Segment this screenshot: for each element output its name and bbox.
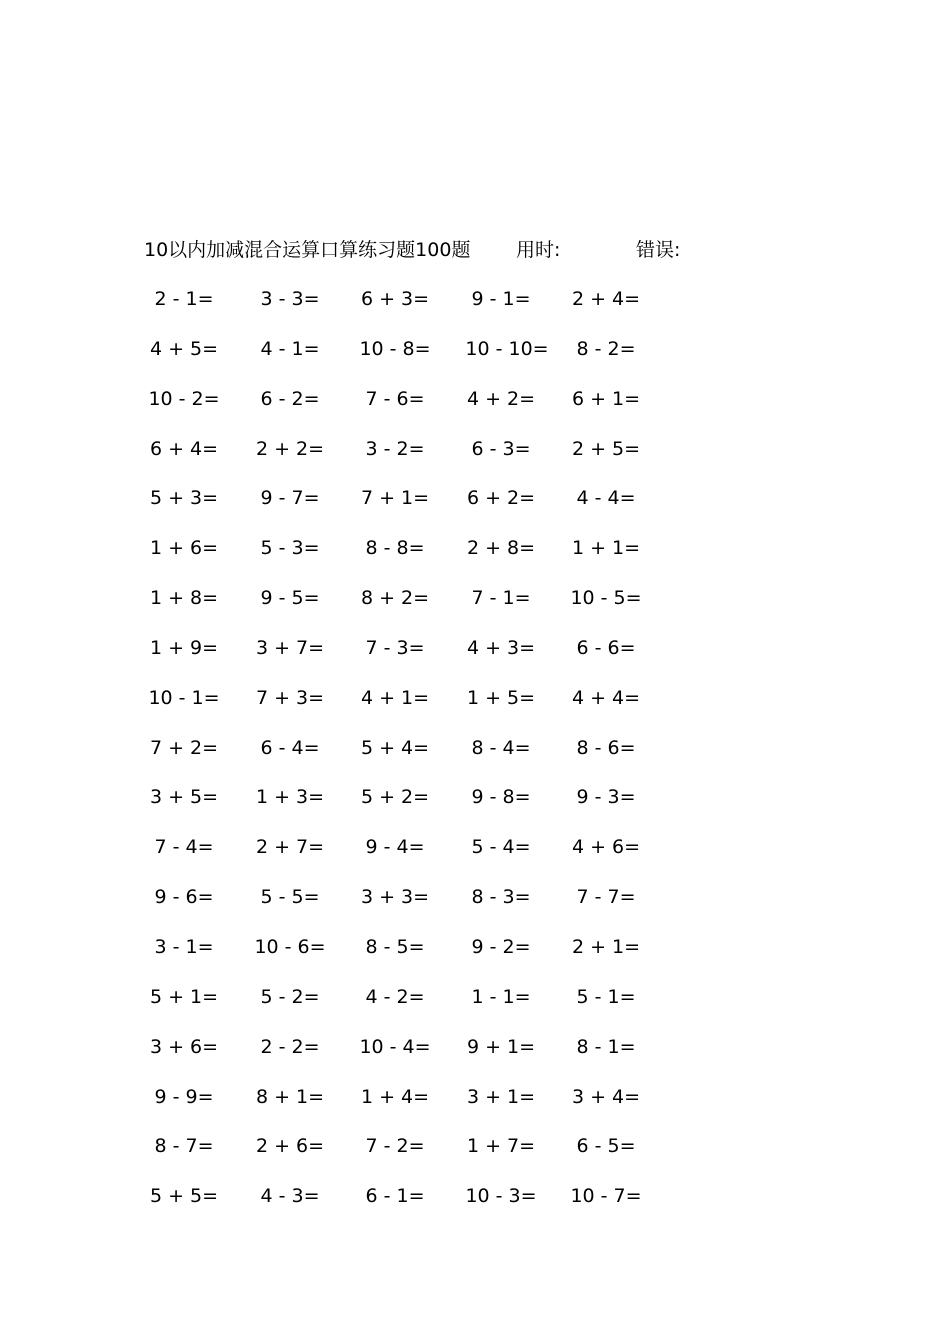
problem-cell: 7 - 6= (365, 387, 425, 410)
problem-cell: 2 + 6= (255, 1135, 325, 1158)
problem-row (0, 734, 950, 784)
problem-cell: 9 - 3= (576, 786, 636, 809)
problem-cell: 5 - 5= (260, 886, 320, 909)
errors-label: 错误: (636, 239, 681, 261)
problem-row (0, 983, 950, 1033)
problem-cell: 8 + 1= (255, 1085, 325, 1108)
problem-row (0, 1083, 950, 1133)
problem-row (0, 933, 950, 983)
problem-cell: 10 - 7= (570, 1185, 642, 1208)
problem-cell: 1 + 7= (466, 1135, 536, 1158)
problem-cell: 9 - 7= (260, 487, 320, 510)
problem-cell: 10 - 6= (254, 935, 326, 958)
problem-row (0, 684, 950, 734)
problem-cell: 6 - 2= (260, 387, 320, 410)
problem-cell: 3 + 1= (466, 1085, 536, 1108)
problem-cell: 10 - 4= (359, 1035, 431, 1058)
problem-cell: 2 - 1= (154, 288, 214, 310)
problem-cell: 8 + 2= (360, 587, 430, 610)
problem-cell: 4 - 3= (260, 1185, 320, 1208)
problem-cell: 5 + 5= (149, 1185, 219, 1208)
problem-cell: 1 + 6= (149, 537, 219, 560)
problem-cell: 7 - 2= (365, 1135, 425, 1158)
problem-cell: 1 + 4= (360, 1085, 430, 1108)
problem-row (0, 534, 950, 584)
problem-cell: 3 + 6= (149, 1035, 219, 1058)
problem-cell: 4 - 4= (576, 487, 636, 510)
problem-cell: 6 - 1= (365, 1185, 425, 1208)
problem-cell: 1 + 1= (571, 537, 641, 560)
problem-cell: 3 + 4= (571, 1085, 641, 1108)
problem-cell: 1 + 9= (149, 636, 219, 659)
problem-cell: 8 - 2= (576, 337, 636, 360)
problem-cell: 5 - 3= (260, 537, 320, 560)
problem-cell: 7 + 2= (149, 736, 219, 759)
problem-cell: 3 - 3= (260, 288, 320, 310)
problem-cell: 7 + 1= (360, 487, 430, 510)
problem-row (0, 1033, 950, 1083)
problem-cell: 10 - 5= (570, 587, 642, 610)
problem-cell: 2 + 2= (255, 437, 325, 460)
problem-cell: 1 + 3= (255, 786, 325, 809)
problem-cell: 1 - 1= (471, 985, 531, 1008)
problem-cell: 2 + 5= (571, 437, 641, 460)
problem-cell: 5 + 2= (360, 786, 430, 809)
problem-cell: 5 - 4= (471, 836, 531, 859)
problem-cell: 6 - 3= (471, 437, 531, 460)
problem-cell: 4 + 6= (571, 836, 641, 859)
problem-cell: 10 - 2= (148, 387, 220, 410)
problem-row (0, 584, 950, 634)
problem-cell: 3 + 5= (149, 786, 219, 809)
worksheet-title: 10以内加减混合运算口算练习题100题 (144, 239, 471, 261)
problem-cell: 7 - 3= (365, 636, 425, 659)
problem-cell: 3 + 3= (360, 886, 430, 909)
problem-cell: 4 + 1= (360, 686, 430, 709)
problem-cell: 6 + 3= (360, 288, 430, 310)
problem-cell: 9 - 9= (154, 1085, 214, 1108)
problem-cell: 6 - 5= (576, 1135, 636, 1158)
problem-cell: 9 - 5= (260, 587, 320, 610)
problem-cell: 2 + 7= (255, 836, 325, 859)
problem-cell: 7 - 4= (154, 836, 214, 859)
problem-cell: 4 - 2= (365, 985, 425, 1008)
problem-cell: 9 - 4= (365, 836, 425, 859)
problem-cell: 5 + 4= (360, 736, 430, 759)
problem-row (0, 335, 950, 385)
problem-row (0, 1182, 950, 1232)
problem-row (0, 883, 950, 933)
problem-row (0, 1132, 950, 1182)
problem-row (0, 783, 950, 833)
problem-cell: 10 - 10= (465, 337, 549, 360)
problem-cell: 6 + 4= (149, 437, 219, 460)
problem-cell: 7 - 1= (471, 587, 531, 610)
problem-cell: 5 - 1= (576, 985, 636, 1008)
problem-cell: 4 + 4= (571, 686, 641, 709)
problem-cell: 7 - 7= (576, 886, 636, 909)
problem-cell: 8 - 6= (576, 736, 636, 759)
problem-row (0, 285, 950, 335)
problem-cell: 6 - 6= (576, 636, 636, 659)
problem-cell: 6 - 4= (260, 736, 320, 759)
problem-row (0, 634, 950, 684)
problem-cell: 9 - 6= (154, 886, 214, 909)
problem-grid (0, 285, 950, 1232)
problem-cell: 8 - 3= (471, 886, 531, 909)
problem-cell: 4 + 5= (149, 337, 219, 360)
problem-cell: 3 - 2= (365, 437, 425, 460)
problem-cell: 9 - 2= (471, 935, 531, 958)
problem-cell: 9 - 8= (471, 786, 531, 809)
problem-cell: 9 + 1= (466, 1035, 536, 1058)
problem-cell: 3 + 7= (255, 636, 325, 659)
problem-cell: 5 + 1= (149, 985, 219, 1008)
problem-cell: 8 - 1= (576, 1035, 636, 1058)
problem-cell: 5 - 2= (260, 985, 320, 1008)
problem-cell: 8 - 8= (365, 537, 425, 560)
problem-cell: 9 - 1= (471, 288, 531, 310)
problem-cell: 8 - 7= (154, 1135, 214, 1158)
problem-cell: 7 + 3= (255, 686, 325, 709)
problem-cell: 4 - 1= (260, 337, 320, 360)
problem-row (0, 385, 950, 435)
time-label: 用时: (516, 239, 561, 261)
problem-cell: 10 - 8= (359, 337, 431, 360)
problem-cell: 5 + 3= (149, 487, 219, 510)
problem-cell: 10 - 3= (465, 1185, 537, 1208)
problem-cell: 2 + 8= (466, 537, 536, 560)
problem-cell: 2 - 2= (260, 1035, 320, 1058)
problem-cell: 2 + 4= (571, 288, 641, 310)
problem-cell: 4 + 3= (466, 636, 536, 659)
problem-row (0, 833, 950, 883)
problem-cell: 4 + 2= (466, 387, 536, 410)
problem-cell: 2 + 1= (571, 935, 641, 958)
problem-cell: 8 - 5= (365, 935, 425, 958)
problem-row (0, 484, 950, 534)
problem-cell: 8 - 4= (471, 736, 531, 759)
problem-row (0, 435, 950, 485)
problem-cell: 3 - 1= (154, 935, 214, 958)
problem-cell: 10 - 1= (148, 686, 220, 709)
problem-cell: 6 + 1= (571, 387, 641, 410)
problem-cell: 1 + 8= (149, 587, 219, 610)
problem-cell: 6 + 2= (466, 487, 536, 510)
problem-cell: 1 + 5= (466, 686, 536, 709)
